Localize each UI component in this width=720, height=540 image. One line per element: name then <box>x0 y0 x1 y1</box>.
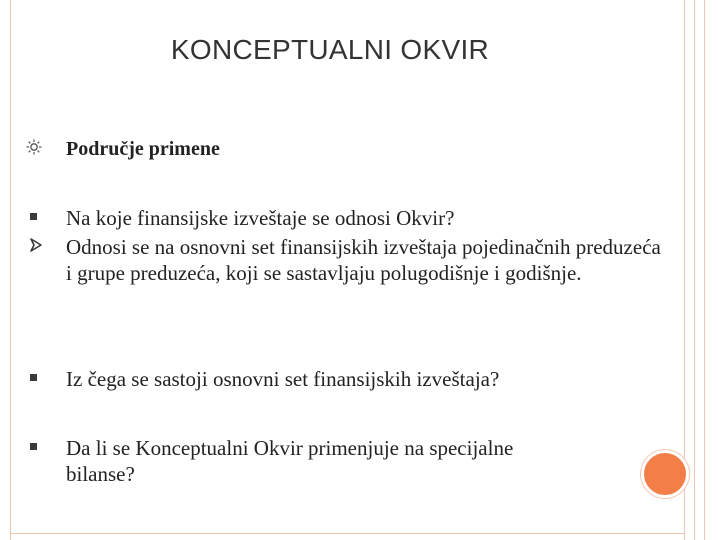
list-item <box>28 234 668 324</box>
bullet-text: Na koje finansijske izveštaje se odnosi Okvir? <box>66 206 455 230</box>
decorative-circle <box>641 450 689 498</box>
square-bullet-icon <box>28 435 44 457</box>
frame-line-right <box>704 0 705 540</box>
frame-line-right <box>694 0 695 540</box>
square-bullet-icon <box>28 366 44 388</box>
bullet-text: Da li se Konceptualni Okvir primenjuje na specijalne bilanse? <box>66 436 514 486</box>
frame-line-left <box>10 0 11 540</box>
arrow-bullet-icon <box>28 234 44 256</box>
frame-line-bottom <box>10 533 684 534</box>
square-bullet-icon <box>28 205 44 227</box>
bullet-text: Iz čega se sastoji osnovni set finansijskih izveštaja? <box>66 367 500 391</box>
bullet-text: Odnosi se na osnovni set finansijskih izveštaja pojedinačnih preduzeća i grupe preduzeća, koji se sastavljaju polugodišnje i godišnje. <box>66 235 661 285</box>
slide-title: KONCEPTUALNI OKVIR <box>170 34 490 65</box>
subheading-text: Područje primene <box>66 138 220 160</box>
sun-icon <box>28 136 44 158</box>
